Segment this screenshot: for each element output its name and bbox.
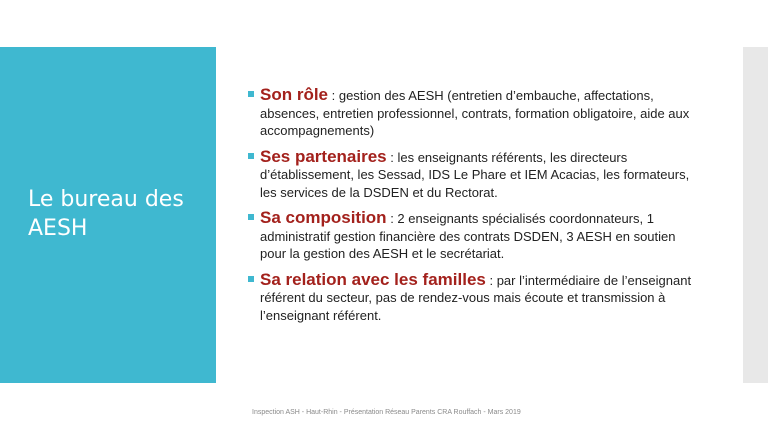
bullet-item-composition (248, 209, 698, 263)
bullet-list (248, 86, 698, 332)
bullet-text: : gestion des AESH (entretien d’embauche, affectations, absences, entretien professionnel, contrats, formation obligatoire, aide aux accompagnements) (260, 88, 690, 138)
bullet-item-partners (248, 148, 698, 202)
bullet-heading: Son rôle (260, 85, 329, 104)
bullet-item-families (248, 271, 698, 325)
bullet-square-icon (248, 91, 254, 97)
bullet-heading: Sa composition (260, 208, 387, 227)
slide-title: Le bureau des AESH (28, 187, 184, 241)
right-side-strip (743, 47, 768, 383)
bullet-square-icon (248, 214, 254, 220)
bullet-square-icon (248, 153, 254, 159)
title-panel (0, 47, 216, 383)
bullet-text: : les enseignants référents, les directeurs d’établissement, les Sessad, IDS Le Phare et IEM Acacias, les formateurs, les services de la DSDEN et du Rectorat. (260, 149, 690, 200)
bullet-text: : 2 enseignants spécialisés coordonnateurs, 1 administratif gestion financière des contrats DSDEN, 3 AESH en soutien pour la gestion des AESH et le secrétariat. (260, 211, 676, 261)
bullet-heading: Ses partenaires (260, 146, 387, 166)
bullet-item-role (248, 86, 698, 140)
bullet-square-icon (248, 276, 254, 282)
bullet-text: : par l’intermédiaire de l’enseignant référent du secteur, pas de rendez-vous mais écoute et transmission à l’enseignant référent. (260, 272, 692, 323)
slide-footer: Inspection ASH - Haut-Rhin - Présentation Réseau Parents CRA Rouffach - Mars 2019 (252, 409, 521, 416)
bullet-heading: Sa relation avec les familles (260, 269, 486, 289)
